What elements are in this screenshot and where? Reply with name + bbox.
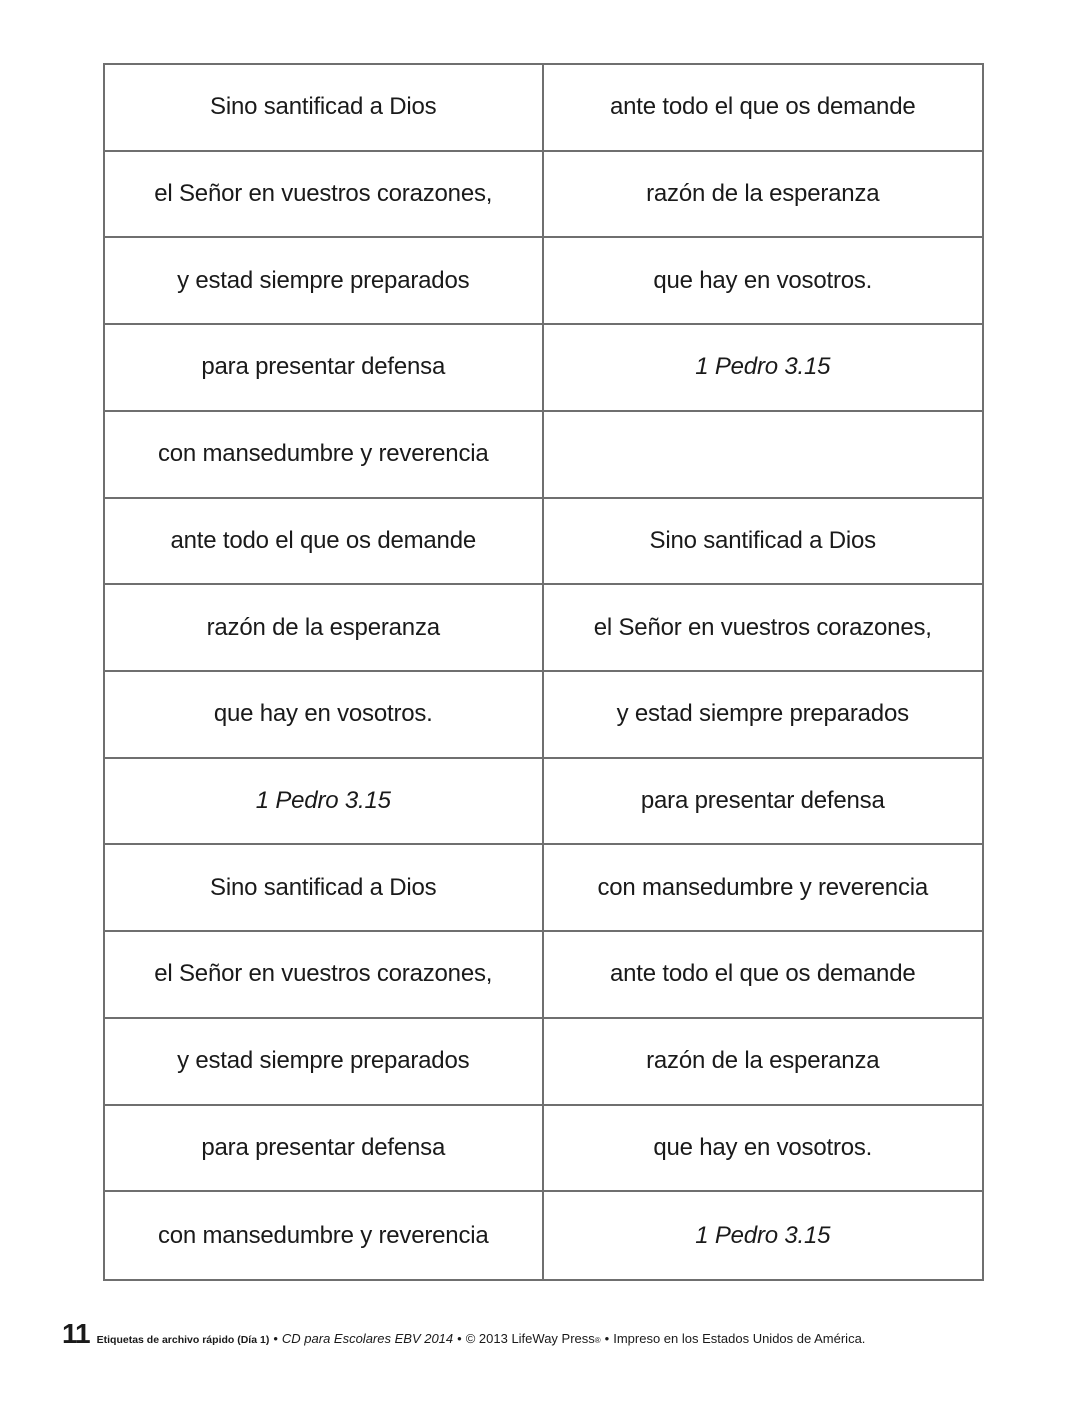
- footer-copyright: © 2013 LifeWay Press: [465, 1331, 595, 1346]
- label-cell: y estad siempre preparados: [544, 672, 983, 759]
- footer-separator: •: [457, 1331, 462, 1346]
- footer-label: Etiquetas de archivo rápido (Día 1): [96, 1334, 270, 1346]
- page-number: 11: [62, 1318, 90, 1349]
- label-cell: y estad siempre preparados: [105, 238, 544, 325]
- label-cell: ante todo el que os demande: [544, 932, 983, 1019]
- label-cell: para presentar defensa: [105, 325, 544, 412]
- label-cell: razón de la esperanza: [105, 585, 544, 672]
- label-cell: 1 Pedro 3.15: [544, 325, 983, 412]
- label-cell: el Señor en vuestros corazones,: [544, 585, 983, 672]
- label-cell: que hay en vosotros.: [105, 672, 544, 759]
- footer-separator: •: [604, 1331, 610, 1346]
- label-cell: Sino santificad a Dios: [105, 845, 544, 932]
- label-cell: el Señor en vuestros corazones,: [105, 932, 544, 1019]
- label-cell: Sino santificad a Dios: [105, 65, 544, 152]
- label-cell: para presentar defensa: [544, 759, 983, 846]
- footer-printed: Impreso en los Estados Unidos de América.: [613, 1331, 866, 1346]
- label-cell: ante todo el que os demande: [544, 65, 983, 152]
- label-cell: ante todo el que os demande: [105, 499, 544, 586]
- footer-separator: •: [273, 1331, 278, 1346]
- label-cell: con mansedumbre y reverencia: [105, 1192, 544, 1279]
- footer-product: CD para Escolares EBV 2014: [281, 1331, 454, 1346]
- label-cell: [544, 412, 983, 499]
- label-cell: con mansedumbre y reverencia: [544, 845, 983, 932]
- label-cell: razón de la esperanza: [544, 152, 983, 239]
- label-cell: 1 Pedro 3.15: [105, 759, 544, 846]
- label-cell: con mansedumbre y reverencia: [105, 412, 544, 499]
- label-cell: razón de la esperanza: [544, 1019, 983, 1106]
- label-cell: que hay en vosotros.: [544, 238, 983, 325]
- registered-mark: ®: [594, 1336, 601, 1345]
- label-cell: que hay en vosotros.: [544, 1106, 983, 1193]
- label-cell: y estad siempre preparados: [105, 1019, 544, 1106]
- label-grid: [103, 63, 984, 1281]
- label-cell: Sino santificad a Dios: [544, 499, 983, 586]
- label-cell: 1 Pedro 3.15: [695, 1221, 831, 1249]
- label-cell: para presentar defensa: [105, 1106, 544, 1193]
- page-footer: [62, 1318, 865, 1350]
- label-cell: el Señor en vuestros corazones,: [105, 152, 544, 239]
